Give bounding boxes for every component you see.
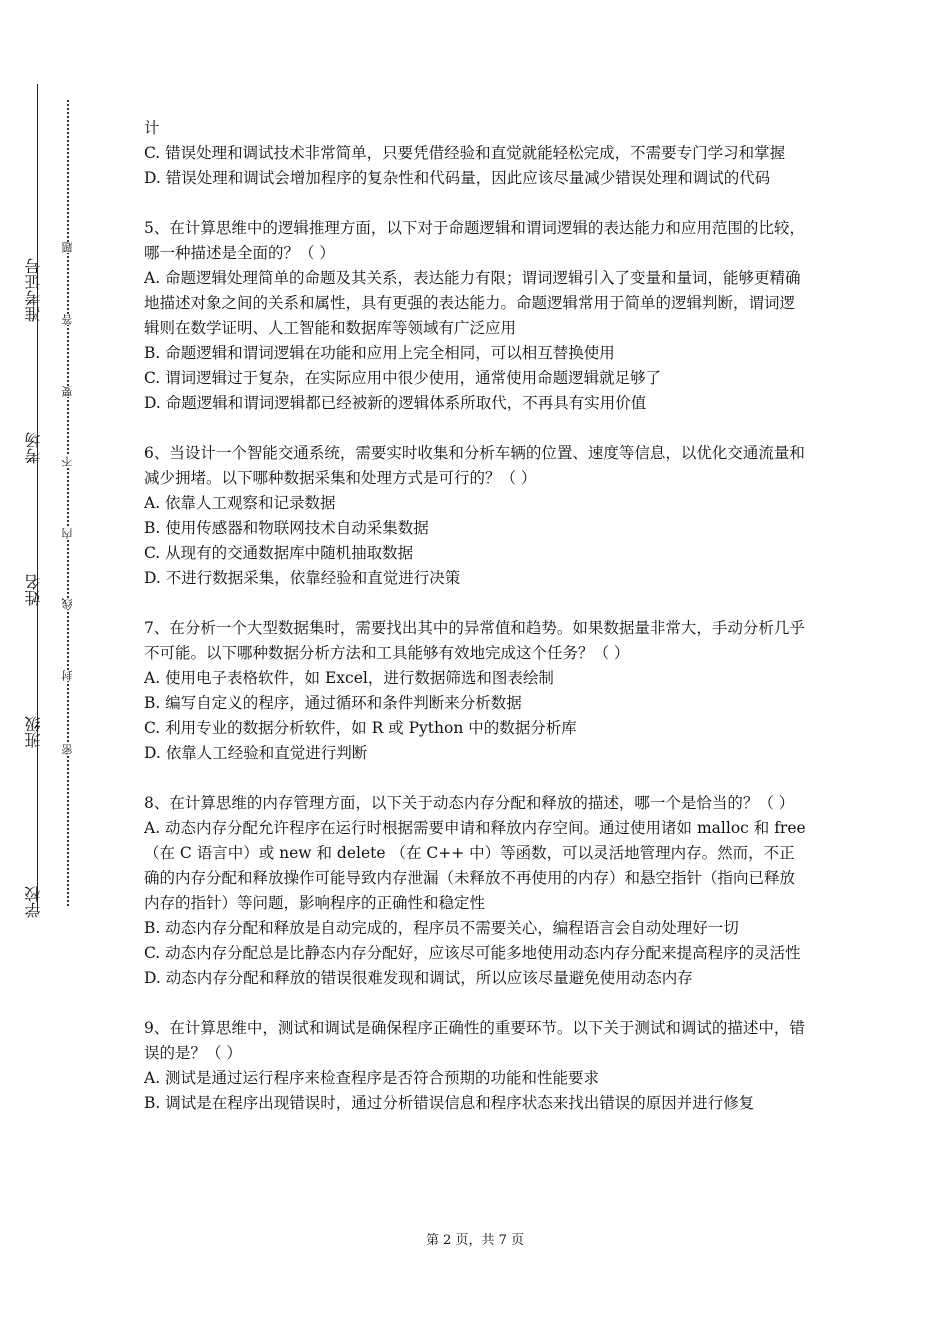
field-label: 准考证号 [24, 258, 43, 322]
seal-dotted-line [67, 100, 69, 906]
seal-char: 密 [61, 744, 74, 755]
question-stem: 8、在计算思维的内存管理方面，以下关于动态内存分配和释放的描述，哪一个是恰当的？（ ） [144, 794, 795, 812]
field-school [14, 886, 54, 918]
question-stem: 5、在计算思维中的逻辑推理方面，以下对于命题逻辑和谓词逻辑的表达能力和应用范围的比较，哪一种描述是全面的？（ ） [144, 219, 805, 262]
question-9 [144, 1016, 808, 1116]
option-b: B. 动态内存分配和释放是自动完成的，程序员不需要关心，编程语言会自动处理好一切 [144, 919, 739, 937]
binding-line [37, 84, 38, 912]
seal-char: 内 [61, 528, 74, 539]
question-8 [144, 791, 808, 991]
option-b: B. 命题逻辑和谓词逻辑在功能和应用上完全相同，可以相互替换使用 [144, 344, 615, 362]
question-5 [144, 216, 808, 416]
option-d: D. 不进行数据采集，依靠经验和直觉进行决策 [144, 569, 461, 587]
option-a: A. 测试是通过运行程序来检查程序是否符合预期的功能和性能要求 [144, 1069, 600, 1087]
option-d: D. 动态内存分配和释放的错误很难发现和调试，所以应该尽量避免使用动态内存 [144, 969, 693, 987]
option-a: A. 命题逻辑处理简单的命题及其关系，表达能力有限；谓词逻辑引入了变量和量词，能够更精确地描述对象之间的关系和属性，具有更强的表达能力。命题逻辑常用于简单的逻辑判断，谓词逻辑则在数学证明、人工智能和数据库等领域有广泛应用 [144, 269, 801, 337]
page-footer: 第 2 页，共 7 页 [425, 1233, 525, 1248]
question-6 [144, 441, 808, 591]
continued-tail: 计 [144, 119, 160, 137]
option-d: D. 错误处理和调试会增加程序的复杂性和代码量，因此应该尽量减少错误处理和调试的代码 [144, 169, 771, 187]
binding-margin [0, 0, 110, 1344]
option-b: B. 编写自定义的程序，通过循环和条件判断来分析数据 [144, 694, 522, 712]
option-d: D. 依靠人工经验和直觉进行判断 [144, 744, 368, 762]
field-name [14, 574, 54, 606]
seal-char: 答 [61, 314, 74, 325]
question-stem: 6、当设计一个智能交通系统，需要实时收集和分析车辆的位置、速度等信息，以优化交通流量和减少拥堵。以下哪种数据采集和处理方式是可行的？（ ） [144, 444, 805, 487]
seal-char: 封 [61, 670, 74, 681]
field-label: 学校 [24, 886, 43, 918]
seal-char: 要 [61, 386, 74, 397]
option-a: A. 使用电子表格软件，如 Excel，进行数据筛选和图表绘制 [144, 669, 554, 687]
seal-char: 线 [61, 598, 74, 609]
field-label: 姓名 [24, 574, 43, 606]
option-c: C. 从现有的交通数据库中随机抽取数据 [144, 544, 414, 562]
field-class [14, 716, 54, 748]
continued-question [144, 116, 808, 191]
option-c: C. 动态内存分配总是比静态内存分配好，应该尽可能多地使用动态内存分配来提高程序的灵活性 [144, 944, 801, 962]
question-stem: 7、在分析一个大型数据集时，需要找出其中的异常值和趋势。如果数据量非常大，手动分析几乎不可能。以下哪种数据分析方法和工具能够有效地完成这个任务？（ ） [144, 619, 805, 662]
seal-char: 不 [61, 456, 74, 467]
option-d: D. 命题逻辑和谓词逻辑都已经被新的逻辑体系所取代，不再具有实用价值 [144, 394, 647, 412]
field-exam-room [14, 432, 54, 464]
option-b: B. 调试是在程序出现错误时，通过分析错误信息和程序状态来找出错误的原因并进行修复 [144, 1094, 755, 1112]
question-7 [144, 616, 808, 766]
option-c: C. 谓词逻辑过于复杂，在实际应用中很少使用，通常使用命题逻辑就足够了 [144, 369, 662, 387]
question-stem: 9、在计算思维中，测试和调试是确保程序正确性的重要环节。以下关于测试和调试的描述中，错误的是？（ ） [144, 1019, 805, 1062]
page-content [144, 116, 808, 1116]
option-a: A. 动态内存分配允许程序在运行时根据需要申请和释放内存空间。通过使用诸如 malloc 和 free （在 C 语言中）或 new 和 delete （在 C++ 中）等函数，可以灵活地管理内存。然而，不正确的内存分配和释放操作可能导致内存泄漏（未释放不再使用的内存）和悬空指针（指向已释放内存的指针）等问题，影响程序的正确性和稳定性 [144, 819, 806, 912]
option-c: C. 错误处理和调试技术非常简单，只要凭借经验和直觉就能轻松完成，不需要专门学习和掌握 [144, 144, 786, 162]
field-label: 考场 [24, 432, 43, 464]
option-b: B. 使用传感器和物联网技术自动采集数据 [144, 519, 429, 537]
option-a: A. 依靠人工观察和记录数据 [144, 494, 336, 512]
seal-char: 题 [61, 242, 74, 253]
field-exam-id [14, 258, 54, 322]
option-c: C. 利用专业的数据分析软件，如 R 或 Python 中的数据分析库 [144, 719, 577, 737]
field-label: 班级 [24, 716, 43, 748]
